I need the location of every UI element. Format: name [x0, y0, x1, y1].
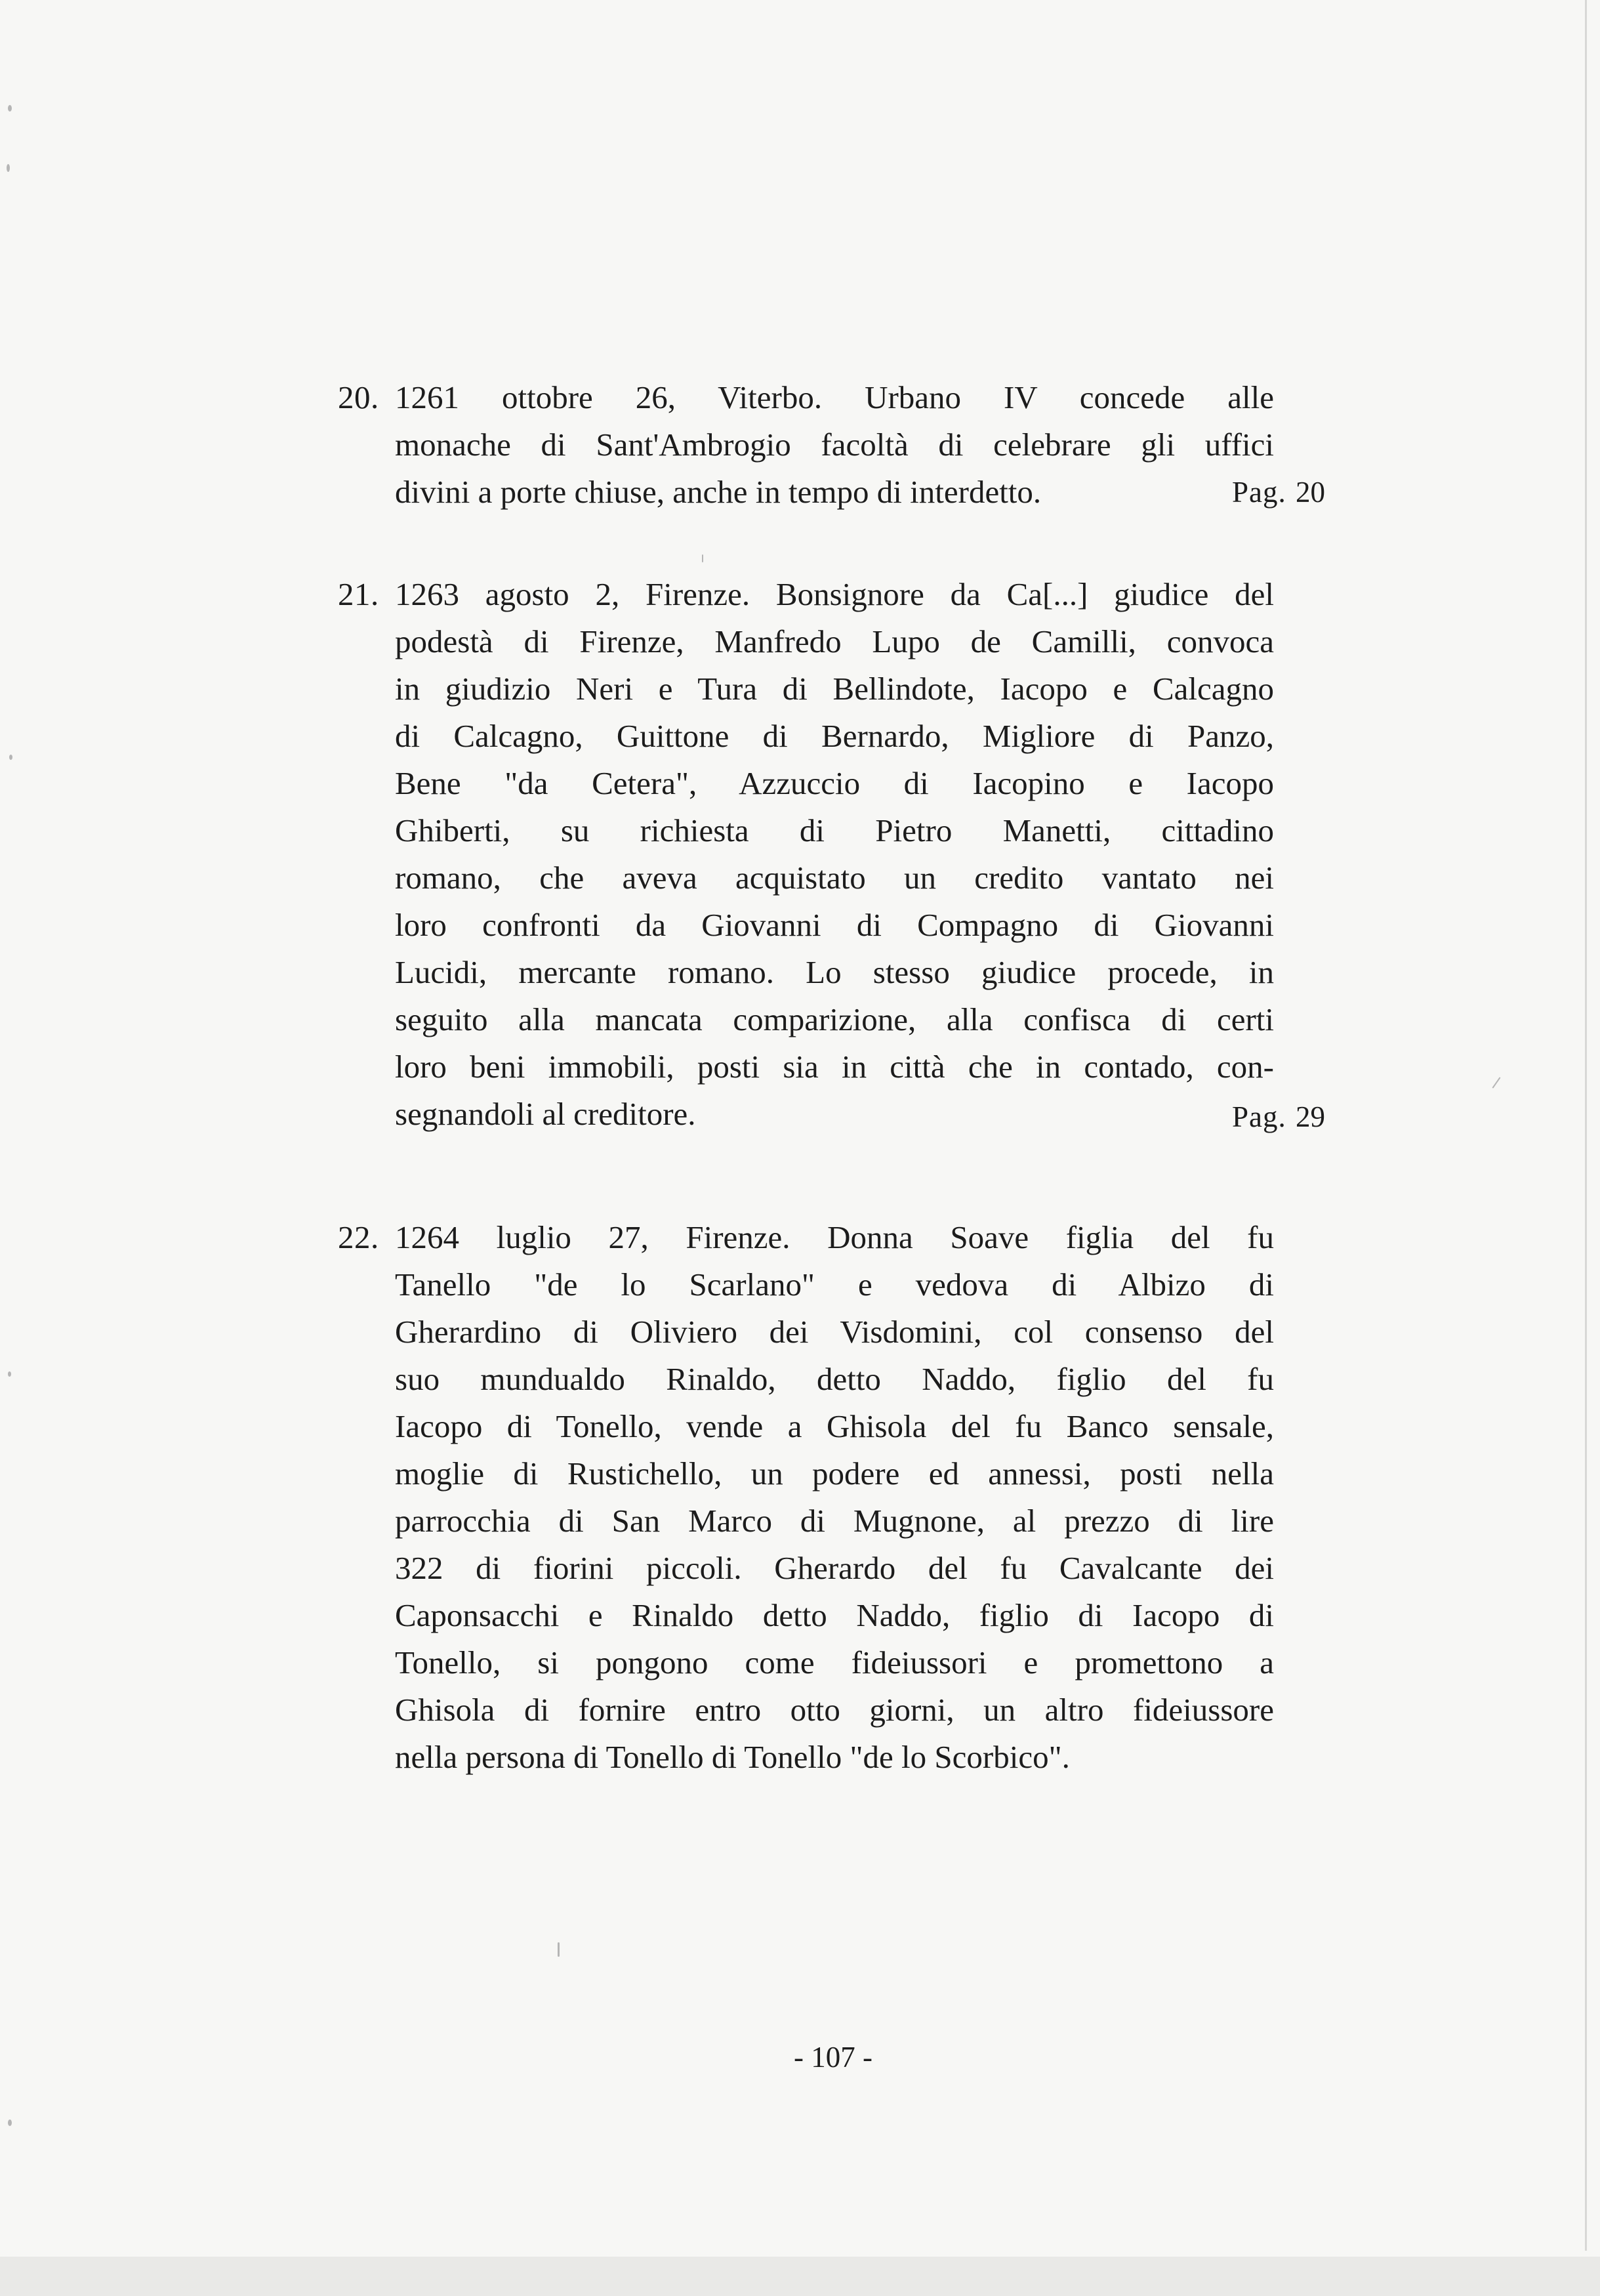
entry-line: 322 di fiorini piccoli. Gherardo del fu Cavalcante dei [395, 1550, 1274, 1586]
entry-line: suo mundualdo Rinaldo, detto Naddo, figlio del fu [395, 1361, 1274, 1397]
entry-line: Lucidi, mercante romano. Lo stesso giudice procede, in [395, 954, 1274, 990]
entry-line: parrocchia di San Marco di Mugnone, al prezzo di lire [395, 1503, 1274, 1539]
entry-line: Iacopo di Tonello, vende a Ghisola del fu Banco sensale, [395, 1408, 1274, 1444]
scan-speck [8, 2119, 12, 2126]
entry-line: Caponsacchi e Rinaldo detto Naddo, figlio di Iacopo di [395, 1597, 1274, 1633]
entry-number: 21. [338, 576, 379, 612]
page-reference-label: Pag. [1232, 476, 1286, 509]
entry-line: moglie di Rustichello, un podere ed annessi, posti nella [395, 1455, 1274, 1492]
page-reference-number: 20 [1296, 476, 1325, 509]
entry-line: monache di Sant'Ambrogio facoltà di celebrare gli uffici [395, 427, 1274, 463]
scan-speck [9, 755, 12, 760]
entry-line: Ghiberti, su richiesta di Pietro Manetti, cittadino [395, 812, 1274, 848]
entry-line: Bene "da Cetera", Azzuccio di Iacopino e Iacopo [395, 765, 1274, 801]
page-reference-label: Pag. [1232, 1100, 1286, 1133]
page-edge [1585, 0, 1587, 2251]
entry-line: podestà di Firenze, Manfredo Lupo de Camilli, convoca [395, 623, 1274, 659]
scan-bottom-shadow [0, 2257, 1600, 2296]
scan-speck [8, 105, 12, 112]
entry-line: Gherardino di Oliviero dei Visdomini, col consenso del [395, 1314, 1274, 1350]
entry-line: seguito alla mancata comparizione, alla confisca di certi [395, 1001, 1274, 1037]
entry-line: romano, che aveva acquistato un credito vantato nei [395, 860, 1274, 896]
entry-line: 1264 luglio 27, Firenze. Donna Soave figlia del fu [395, 1219, 1274, 1255]
entry-line: 1261 ottobre 26, Viterbo. Urbano IV concede alle [395, 379, 1274, 415]
entry-number: 22. [338, 1219, 379, 1255]
entry-line: Tonello, si pongono come fideiussori e promettono a [395, 1644, 1274, 1680]
scan-speck [702, 554, 703, 562]
entry-line: loro beni immobili, posti sia in città che in contado, con- [395, 1049, 1274, 1085]
page-number: - 107 - [794, 2041, 872, 2074]
entry-line: nella persona di Tonello di Tonello "de lo Scorbico". [395, 1739, 1070, 1775]
scan-speck [8, 1371, 11, 1377]
entry-line: loro confronti da Giovanni di Compagno di Giovanni [395, 907, 1274, 943]
scan-speck [7, 164, 10, 172]
entry-line: di Calcagno, Guittone di Bernardo, Migliore di Panzo, [395, 718, 1274, 754]
entry-line: Tanello "de lo Scarlano" e vedova di Albizo di [395, 1266, 1274, 1303]
entry-line: segnandoli al creditore. [395, 1096, 696, 1132]
entry-line: in giudizio Neri e Tura di Bellindote, Iacopo e Calcagno [395, 671, 1274, 707]
scan-speck [1492, 1077, 1500, 1089]
entry-number: 20. [338, 379, 379, 415]
entry-line: 1263 agosto 2, Firenze. Bonsignore da Ca[...] giudice del [395, 576, 1274, 612]
scan-speck [558, 1942, 560, 1957]
entry-line: divini a porte chiuse, anche in tempo di interdetto. [395, 474, 1042, 510]
page-reference-number: 29 [1296, 1100, 1325, 1133]
entry-line: Ghisola di fornire entro otto giorni, un altro fideiussore [395, 1692, 1274, 1728]
